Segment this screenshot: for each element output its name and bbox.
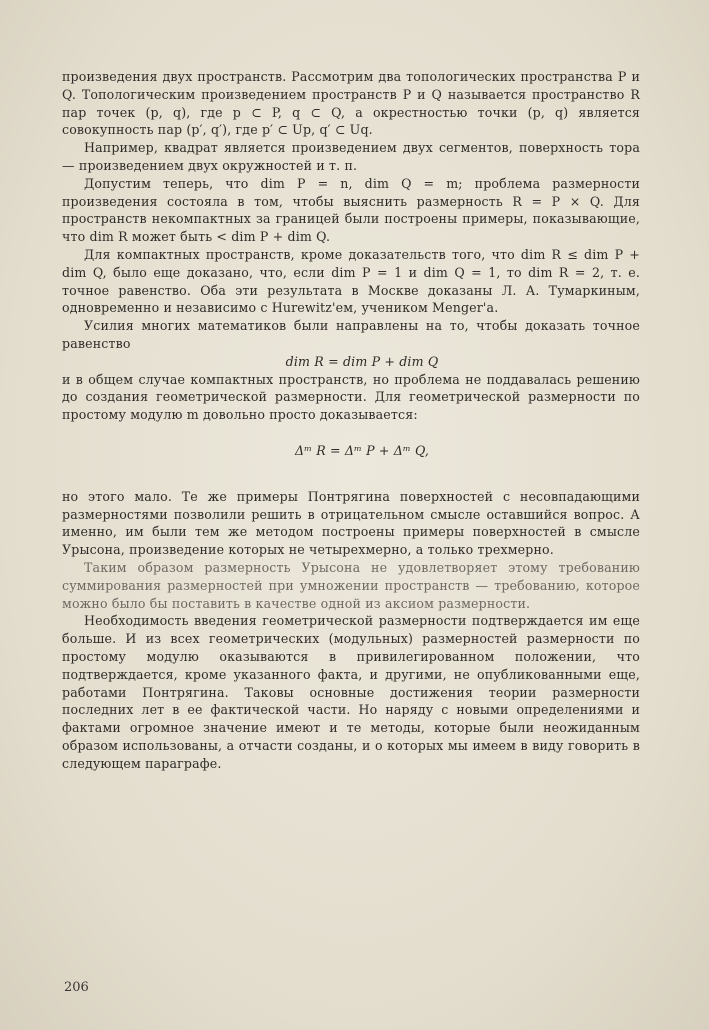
page-text — [62, 68, 640, 772]
paragraph-1: произведения двух пространств. Рассмотрим два топологических пространства P и Q. Топологическим произведением пространств P и Q называется пространство R пар точек (p, q), где p ⊂ P, q ⊂ Q, а окрестностью точки (p, q) является совокупность пар (p′, q′), где p′ ⊂ Up, q′ ⊂ Uq. — [62, 69, 640, 138]
page-number: 206 — [64, 980, 89, 995]
paragraph-6: и в общем случае компактных пространств, но проблема не поддавалась решению до создания геометрической размерности. Для геометрической размерности по простому модулю m довольно просто доказывается: — [62, 371, 640, 423]
paragraph-2: Например, квадрат является произведением двух сегментов, поверхность тора — произведением двух окружностей и т. п. — [62, 140, 640, 173]
formula-delta-equality: Δᵐ R = Δᵐ P + Δᵐ Q, — [294, 442, 430, 458]
paragraph-8: Таким образом размерность Урысона не удовлетворяет этому требованию суммирования размерностей при умножении пространств — требованию, которое можно было бы поставить в качестве одной из аксиом размерности. — [62, 559, 640, 611]
paragraph-4: Для компактных пространств, кроме доказательств того, что dim R ≤ dim P + dim Q, было еще доказано, что, если dim P = 1 и dim Q = 1, то dim R = 2, т. е. точное равенство. Оба эти результата в Москве доказаны Л. А. Тумаркиным, одновременно и независимо с Hurewitz'ем, учеником Menger'а. — [62, 246, 640, 316]
paragraph-9: Необходимость введения геометрической размерности подтверждается им еще больше. И из всех геометрических (модульных) размерностей размерности по простому модулю оказываются в привилегированном положении, что подтверждается, кроме указанного факта, и другими, не опубликованными еще, работами Понтрягина. Таковы основные достижения теории размерности последних лет в ее фактической части. Но наряду с новыми определениями и фактами огромное значение имеют и те методы, которые были неожиданным образом использованы, а отчасти созданы, и о которых мы имеем в виду говорить в следующем параграфе. — [62, 613, 640, 771]
paragraph-7: но этого мало. Те же примеры Понтрягина поверхностей с несовпадающими размерностями позволили решить в отрицательном смысле оставшийся вопрос. А именно, им были тем же методом построены примеры поверхностей в смысле Урысона, произведение которых не четырехмерно, а только трехмерно. — [62, 488, 640, 558]
paragraph-3: Допустим теперь, что dim P = n, dim Q = m; проблема размерности произведения состояла в том, чтобы выяснить размерность R = P × Q. Для пространств некомпактных за границей были построены примеры, показывающие, что dim R может быть < dim P + dim Q. — [62, 175, 640, 245]
formula-dim-equality: dim R = dim P + dim Q — [285, 353, 439, 369]
paragraph-5: Усилия многих математиков были направлены на то, чтобы доказать точное равенство — [62, 318, 640, 351]
